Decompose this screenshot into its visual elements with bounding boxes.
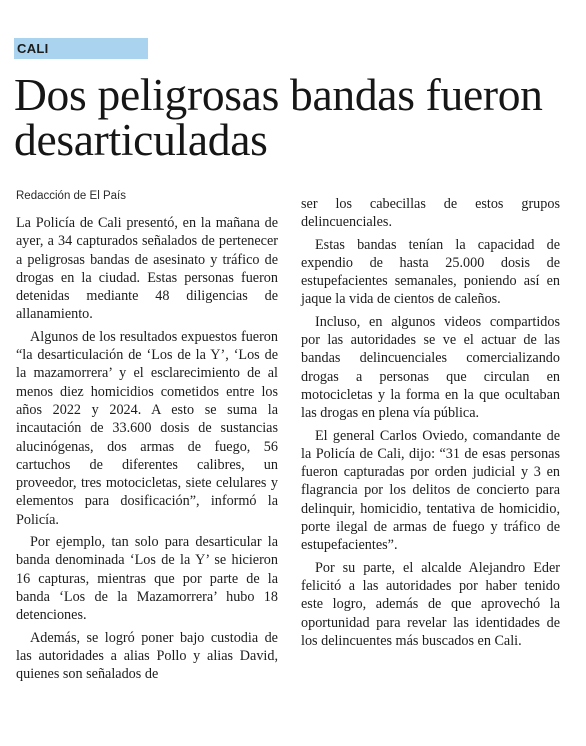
paragraph: Por su parte, el alcalde Alejandro Eder felicitó a las autoridades por haber tenido este logro, además de que aprovechó la oportunidad para revelar las identidades de los delincuentes más buscados en Cali. <box>301 559 560 649</box>
paragraph: Incluso, en algunos videos compartidos por las autoridades se ve el actuar de las bandas delincuenciales comercializando drogas a personas que circulan en motocicletas y la forma en la que ocultaban las drogas en plena vía pública. <box>301 313 560 422</box>
article-column-right <box>301 195 560 654</box>
headline: Dos peligrosas bandas fueron desarticuladas <box>14 69 543 165</box>
paragraph: Además, se logró poner bajo custodia de las autoridades a alias Pollo y alias David, quienes son señalados de <box>16 629 278 683</box>
paragraph: Estas bandas tenían la capacidad de expendio de hasta 25.000 dosis de estupefacientes semanales, poniendo así en jaque la vida de cientos de caleños. <box>301 236 560 308</box>
paragraph: Por ejemplo, tan solo para desarticular la banda denominada ‘Los de la Y’ se hicieron 16 capturas, mientras que por parte de la banda ‘Los de la Mazamorrera’ hubo 18 detenciones. <box>16 534 278 624</box>
article-column-left <box>16 214 278 687</box>
paragraph: ser los cabecillas de estos grupos delincuenciales. <box>301 196 560 231</box>
paragraph: Algunos de los resultados expuestos fueron “la desarticulación de ‘Los de la Y’, ‘Los de la mazamorrera’ y el esclarecimiento de al menos diez homicidios cometidos entre los años 2022 y 2024. A esto se suma la incautación de 33.600 dosis de sustancias alucinógenas, dos armas de fuego, 56 cartuchos de diferentes calibres, un proveedor, tres motocicletas, siete celulares y elementos para dosificación”, informó la Policía. <box>16 328 278 528</box>
section-tag: CALI <box>14 38 148 59</box>
byline: Redacción de El País <box>16 190 126 202</box>
paragraph: La Policía de Cali presentó, en la mañana de ayer, a 34 capturados señalados de pertenecer a peligrosas bandas de asesinato y tráfico de drogas en la ciudad. Estas personas fueron detenidas mediante 48 diligencias de allanamiento. <box>16 215 278 323</box>
paragraph: El general Carlos Oviedo, comandante de la Policía de Cali, dijo: “31 de esas personas fueron capturadas por orden judicial y 3 en flagrancia por los delitos de concierto para delinquir, homicidio, tentativa de homicidio, porte ilegal de armas de fuego y tráfico de estupefacientes”. <box>301 427 560 554</box>
